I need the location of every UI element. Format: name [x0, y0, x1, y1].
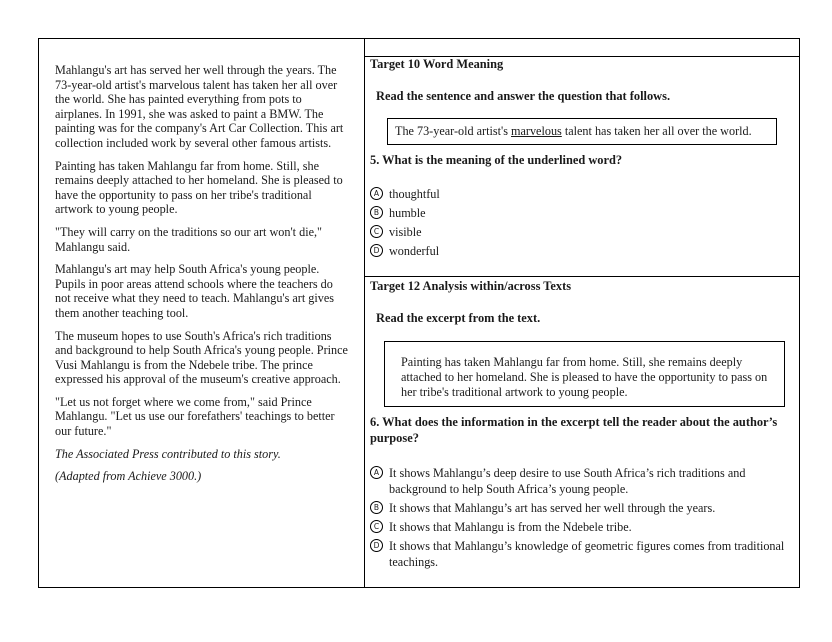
choice-a-bubble-icon: A — [370, 466, 383, 479]
choice-a-bubble-icon: A — [370, 187, 383, 200]
q6-choice-a[interactable] — [370, 465, 790, 497]
choice-c-bubble-icon: C — [370, 520, 383, 533]
article-paragraph: Mahlangu's art has served her well through the years. The 73-year-old artist's marvelous talent has taken her all over the world. She has painted everything from pots to airplanes. In 1991, she was asked to paint a BMW. The painting was for the company's Art Car Collection. This art collection included work by several other famous artists. — [55, 63, 344, 150]
q6-instruction: Read the excerpt from the text. — [376, 311, 541, 325]
choice-d-bubble-icon: D — [370, 244, 383, 257]
q5-sentence-end: talent has taken her all over the world. — [561, 124, 752, 138]
article-paragraph: "They will carry on the traditions so our art won't die," Mahlangu said. — [55, 224, 323, 254]
page-frame — [38, 38, 800, 588]
choice-b-bubble-icon: B — [370, 501, 383, 514]
choice-text: thoughtful — [389, 187, 440, 201]
section-divider — [365, 276, 799, 277]
article-source: (Adapted from Achieve 3000.) — [55, 469, 202, 484]
q6-target-header: Target 12 Analysis within/across Texts — [370, 279, 572, 293]
q5-question: 5. What is the meaning of the underlined word? — [370, 153, 623, 167]
column-divider — [364, 39, 365, 587]
article-paragraph: Mahlangu's art may help South Africa's young people. Pupils in poor areas attend schools where the teachers do not receive what they need to teach. Mahlangu's art gives them another teaching tool. — [55, 262, 335, 320]
q6-choice-c[interactable] — [370, 519, 790, 535]
q5-sentence-box — [387, 118, 777, 145]
q6-question: 6. What does the information in the excerpt tell the reader about the author’s purpose? — [370, 415, 778, 445]
choice-text: It shows that Mahlangu is from the Ndebele tribe. — [389, 520, 632, 534]
choice-text: visible — [389, 225, 422, 239]
choice-text: wonderful — [389, 244, 440, 258]
article-text — [55, 63, 351, 492]
q5-instruction: Read the sentence and answer the question that follows. — [376, 89, 671, 103]
q5-sentence-start: The 73-year-old artist's — [395, 124, 512, 138]
q5-choice-d[interactable] — [370, 243, 439, 259]
q6-choice-b[interactable] — [370, 500, 790, 516]
article-paragraph: The museum hopes to use South's Africa's rich traditions and background to help South Africa's young people. Prince Vusi Mahlangu is from the Ndebele tribe. The prince expressed his approval of the museum's creative approach. — [55, 328, 348, 387]
choice-c-bubble-icon: C — [370, 225, 383, 238]
choice-text: It shows that Mahlangu’s knowledge of geometric figures comes from traditional teachings. — [389, 539, 785, 569]
article-paragraph: "Let us not forget where we come from," said Prince Mahlangu. "Let us use our forefathers' teachings to better our future." — [55, 394, 335, 439]
choice-text: humble — [389, 206, 426, 220]
q6-excerpt-text: Painting has taken Mahlangu far from home. Still, she remains deeply attached to her homeland. She is pleased to have the opportunity to pass on her tribe's traditional artwork to young people. — [401, 355, 768, 399]
q6-excerpt-box — [384, 341, 785, 407]
choice-text: It shows Mahlangu’s deep desire to use South Africa’s rich traditions and background to help South Africa’s young people. — [389, 466, 746, 496]
q5-underlined-word: marvelous — [511, 124, 562, 138]
q6-choice-d[interactable] — [370, 538, 790, 570]
choice-b-bubble-icon: B — [370, 206, 383, 219]
q5-target-header: Target 10 Word Meaning — [370, 57, 504, 71]
choice-text: It shows that Mahlangu’s art has served her well through the years. — [389, 501, 716, 515]
article-credit: The Associated Press contributed to this story. — [55, 446, 281, 461]
choice-d-bubble-icon: D — [370, 539, 383, 552]
q5-choice-a[interactable] — [370, 186, 440, 202]
q5-choice-b[interactable] — [370, 205, 426, 221]
article-paragraph: Painting has taken Mahlangu far from home. Still, she remains deeply attached to her homeland. She is pleased to have the opportunity to pass on her tribe's traditional artwork to young people. — [55, 158, 343, 217]
q5-choice-c[interactable] — [370, 224, 422, 240]
